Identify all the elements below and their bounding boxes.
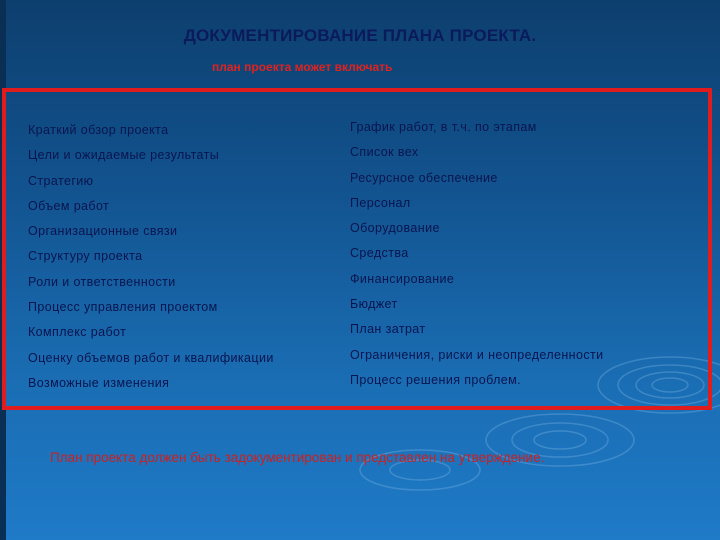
list-item: График работ, в т.ч. по этапам xyxy=(350,120,537,134)
list-item: Ограничения, риски и неопределенности xyxy=(350,347,604,362)
list-item: Ресурсное обеспечение xyxy=(350,170,498,185)
list-item: Возможные изменения xyxy=(28,375,170,390)
list-item: Список вех xyxy=(350,145,419,160)
list-item: Объем работ xyxy=(28,198,110,213)
list-item: Бюджет xyxy=(350,297,398,312)
list-item: Персонал xyxy=(350,195,411,210)
list-item: Процесс решения проблем. xyxy=(350,372,522,387)
plan-contents-box xyxy=(2,88,712,410)
list-item: Организационные связи xyxy=(28,224,178,239)
footer-note: План проекта должен быть задокументирован и представлен на утверждение. xyxy=(50,450,545,465)
left-item-list xyxy=(28,122,274,400)
slide-title: ДОКУМЕНТИРОВАНИЕ ПЛАНА ПРОЕКТА. xyxy=(183,26,537,45)
list-item: Процесс управления проектом xyxy=(28,300,218,315)
right-item-list xyxy=(350,119,604,397)
list-item: Краткий обзор проекта xyxy=(28,123,169,137)
list-item: Структуру проекта xyxy=(28,249,143,264)
slide-subtitle: план проекта может включать xyxy=(212,60,393,74)
list-item: Комплекс работ xyxy=(28,325,127,340)
list-item: Стратегию xyxy=(28,173,94,188)
list-item: Средства xyxy=(350,246,409,261)
list-item: Цели и ожидаемые результаты xyxy=(28,148,220,163)
list-item: Роли и ответственности xyxy=(28,274,176,289)
list-item: Финансирование xyxy=(350,271,455,286)
list-item: Оценку объемов работ и квалификации xyxy=(28,350,274,365)
list-item: Оборудование xyxy=(350,221,440,236)
list-item: План затрат xyxy=(350,322,426,337)
